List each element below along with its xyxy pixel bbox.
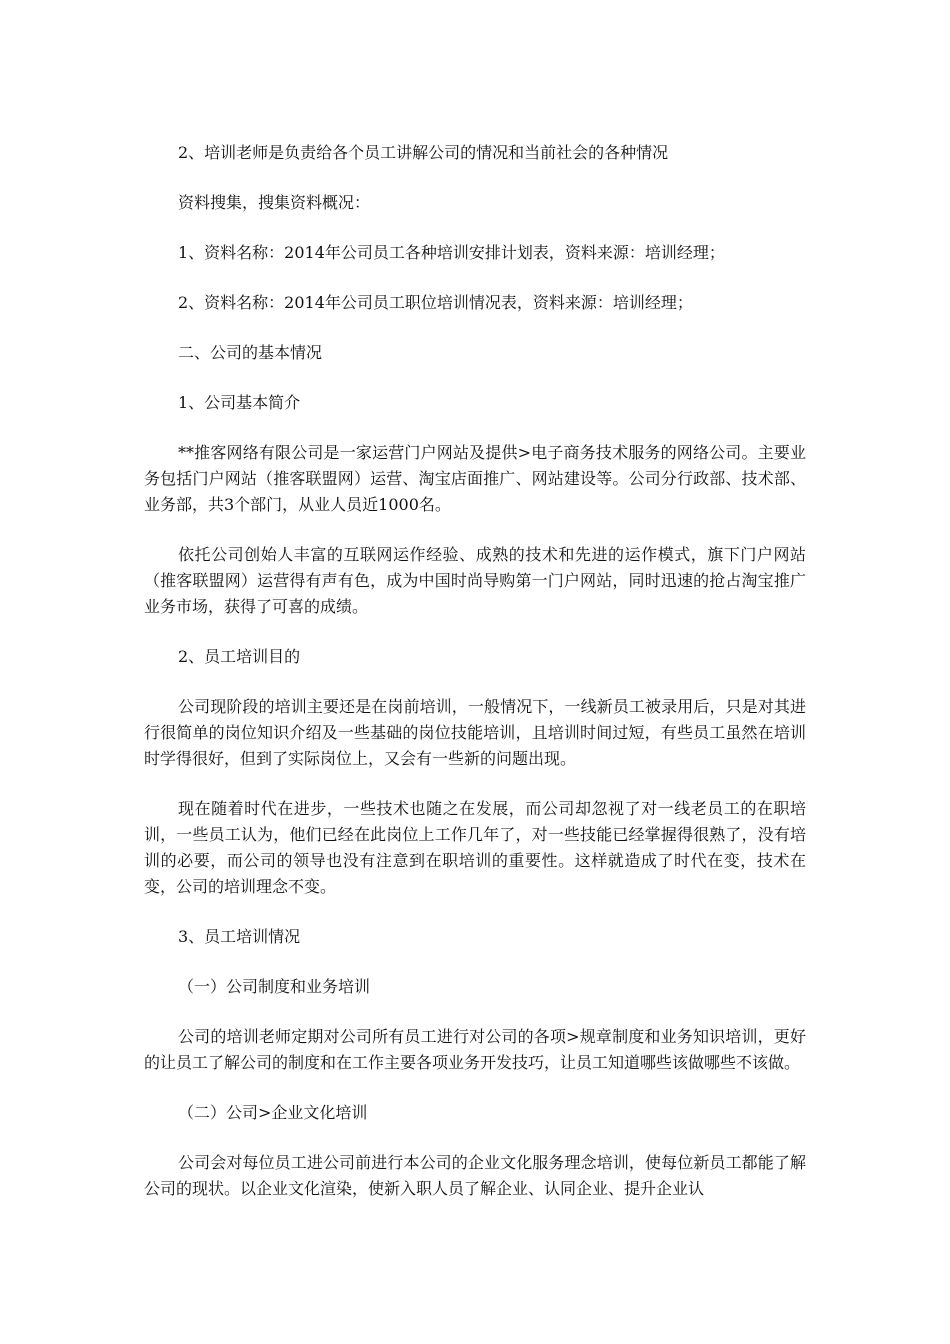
subheading-company-intro: 1、公司基本简介 xyxy=(178,393,301,412)
paragraph-culture-training: 公司会对每位员工进公司前进行本公司的企业文化服务理念培训，使每位新员工都能了解公司的现状。以企业文化渲染，使新入职人员了解企业、认同企业、提升企业认 xyxy=(144,1153,806,1198)
paragraph-policy-training: 公司的培训老师定期对公司所有员工进行对公司的各项>规章制度和业务知识培训，更好的让员工了解公司的制度和在工作主要各项业务开发技巧，让员工知道哪些该做哪些不该做。 xyxy=(144,1027,806,1072)
paragraph-training-issues: 现在随着时代在进步，一些技术也随之在发展，而公司却忽视了对一线老员工的在职培训，一些员工认为，他们已经在此岗位上工作几年了，对一些技能已经掌握得很熟了，没有培训的必要，而公司的领导也没有注意到在职培训的重要性。这样就造成了时代在变，技术在变，公司的培训理念不变。 xyxy=(144,799,806,896)
subheading-training-status: 3、员工培训情况 xyxy=(178,927,301,946)
paragraph-trainer-duty: 2、培训老师是负责给各个员工讲解公司的情况和当前社会的各种情况 xyxy=(178,143,669,162)
subheading-policy-training: （一）公司制度和业务培训 xyxy=(178,977,371,996)
paragraph-company-growth: 依托公司创始人丰富的互联网运作经验、成熟的技术和先进的运作模式，旗下门户网站（推客联盟网）运营得有声有色，成为中国时尚导购第一门户网站，同时迅速的抢占淘宝推广业务市场，获得了可喜的成绩。 xyxy=(144,545,806,616)
paragraph-data-collection: 资料搜集，搜集资料概况： xyxy=(178,193,371,212)
document-body xyxy=(144,140,806,1226)
paragraph-training-current: 公司现阶段的培训主要还是在岗前培训，一般情况下，一线新员工被录用后，只是对其进行很简单的岗位知识介绍及一些基础的岗位技能培训，且培训时间过短，有些员工虽然在培训时学得很好，但到了实际岗位上，又会有一些新的问题出现。 xyxy=(144,697,806,768)
subheading-training-purpose: 2、员工培训目的 xyxy=(178,647,301,666)
paragraph-company-intro: **推客网络有限公司是一家运营门户网站及提供>电子商务技术服务的网络公司。主要业务包括门户网站（推客联盟网）运营、淘宝店面推广、网站建设等。公司分行政部、技术部、业务部，共3个部门，从业人员近1000名。 xyxy=(144,443,806,514)
subheading-culture-training: （二）公司>企业文化培训 xyxy=(178,1103,368,1122)
paragraph-source-2: 2、资料名称：2014年公司员工职位培训情况表，资料来源：培训经理； xyxy=(178,293,693,312)
section-heading-company-basics: 二、公司的基本情况 xyxy=(178,343,323,362)
paragraph-source-1: 1、资料名称：2014年公司员工各种培训安排计划表，资料来源：培训经理； xyxy=(178,243,725,262)
